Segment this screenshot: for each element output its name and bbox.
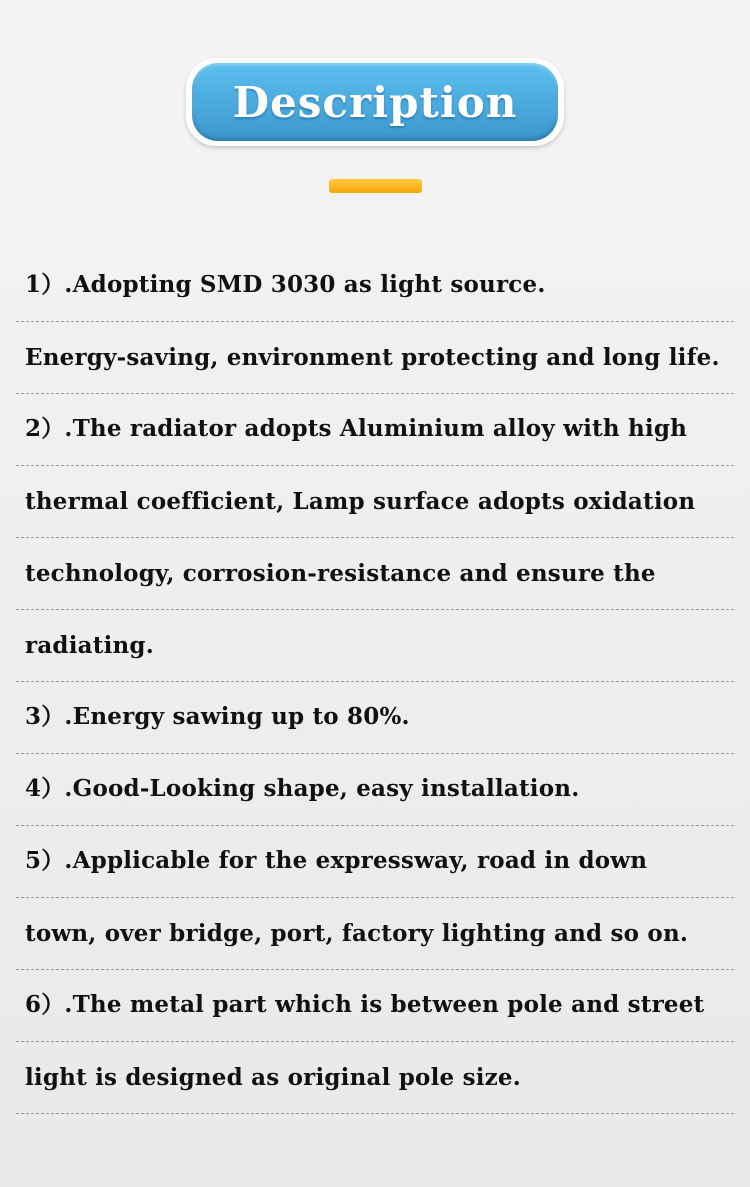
description-text: Energy-saving, environment protecting and long life. (25, 344, 720, 371)
description-line-10 (16, 898, 734, 970)
description-list (16, 250, 734, 1114)
description-line-3 (16, 394, 734, 466)
description-line-9 (16, 826, 734, 898)
description-text: 1）.Adopting SMD 3030 as light source. (25, 271, 546, 298)
description-text: 3）.Energy sawing up to 80%. (25, 703, 410, 730)
title-badge (192, 63, 558, 141)
description-text: 5）.Applicable for the expressway, road in down (25, 847, 648, 874)
description-line-1 (16, 250, 734, 322)
description-text: thermal coefficient, Lamp surface adopts oxidation (25, 488, 696, 515)
description-text: 4）.Good-Looking shape, easy installation. (25, 775, 580, 802)
description-line-5 (16, 538, 734, 610)
description-line-11 (16, 970, 734, 1042)
description-line-2 (16, 322, 734, 394)
page-title: Description (232, 77, 518, 127)
description-text: town, over bridge, port, factory lighting and so on. (25, 920, 689, 947)
description-text: radiating. (25, 632, 154, 659)
title-badge-frame (186, 58, 564, 146)
description-line-8 (16, 754, 734, 826)
description-text: 6）.The metal part which is between pole and street (25, 991, 705, 1018)
description-line-7 (16, 682, 734, 754)
description-line-12 (16, 1042, 734, 1114)
description-line-6 (16, 610, 734, 682)
description-text: 2）.The radiator adopts Aluminium alloy with high (25, 415, 688, 442)
description-text: technology, corrosion-resistance and ensure the (25, 560, 656, 587)
description-line-4 (16, 466, 734, 538)
description-text: light is designed as original pole size. (25, 1064, 521, 1091)
title-accent-bar (329, 179, 422, 193)
